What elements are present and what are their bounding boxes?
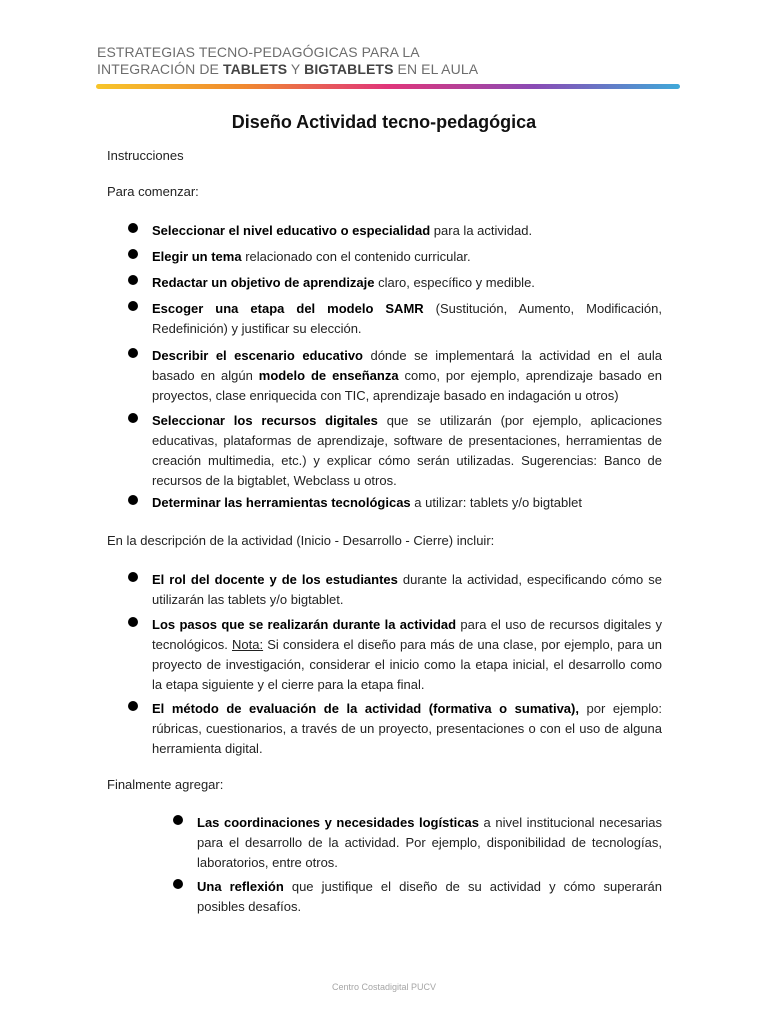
- item-bold: Las coordinaciones y necesidades logísticas: [197, 815, 479, 830]
- note-label: Nota:: [232, 637, 264, 652]
- list-item: [152, 346, 662, 406]
- item-bold: Escoger una etapa del modelo SAMR: [152, 301, 424, 316]
- bullet-icon: [128, 348, 138, 358]
- item-text: por ejemplo: rúbricas, cuestionarios, a través de un proyecto, presentaciones o con el uso de alguna herramienta digital.: [152, 701, 662, 756]
- item-bold: Una reflexión: [197, 879, 284, 894]
- item-bold: Elegir un tema: [152, 249, 242, 264]
- item-bold: Seleccionar los recursos digitales: [152, 413, 378, 428]
- bullet-icon: [128, 701, 138, 711]
- list-item: [152, 221, 662, 241]
- bullet-icon: [128, 275, 138, 285]
- item-text: que justifique el diseño de su actividad y cómo superarán posibles desafíos.: [197, 879, 662, 914]
- item-text: para el uso de recursos digitales y tecnológicos.: [152, 617, 662, 652]
- list-item: [152, 247, 662, 267]
- item-bold: Determinar las herramientas tecnológicas: [152, 495, 411, 510]
- start-label: Para comenzar:: [107, 184, 199, 199]
- item-text: a utilizar: tablets y/o bigtablet: [410, 495, 582, 510]
- header-bold-bigtablets: BIGTABLETS: [304, 61, 394, 77]
- list-item: [152, 411, 662, 491]
- item-text: a nivel institucional necesarias para el desarrollo de la actividad. Por ejemplo, disponibilidad de tecnologías, laboratorios, entre otros.: [197, 815, 662, 870]
- header-text: Y: [287, 61, 305, 77]
- header-line-2: [97, 61, 687, 78]
- item-bold: Seleccionar el nivel educativo o especialidad: [152, 223, 431, 238]
- list-item: [152, 273, 662, 293]
- item-text: que se utilizarán (por ejemplo, aplicaciones educativas, plataformas de aprendizaje, software de presentaciones, herramientas de creación multimedia, etc.) y explicar cómo serán utilizadas. Sugerencias: Banco de recursos de la bigtablet, Webclass u otros.: [152, 413, 662, 488]
- item-text: durante la actividad, especificando cómo se utilizarán las tablets y/o bigtablet.: [152, 572, 662, 607]
- page-title: Diseño Actividad tecno-pedagógica: [231, 112, 537, 132]
- item-text: dónde se implementará la actividad en el aula basado en algún: [152, 348, 662, 383]
- item-bold: El método de evaluación de la actividad (formativa o sumativa),: [152, 701, 579, 716]
- list-item: [152, 615, 662, 695]
- header-line-1: ESTRATEGIAS TECNO-PEDAGÓGICAS PARA LA: [97, 44, 420, 60]
- brand-gradient-bar: [96, 84, 680, 89]
- item-text: como, por ejemplo, aprendizaje basado en proyectos, clase enriquecida con TIC, aprendizaje basado en indagación u otros): [152, 368, 662, 403]
- list-item: [152, 570, 662, 610]
- item-text: para la actividad.: [430, 223, 533, 238]
- bullet-icon: [128, 495, 138, 505]
- bullet-icon: [128, 223, 138, 233]
- final-label: Finalmente agregar:: [107, 777, 224, 792]
- page-footer: Centro Costadigital PUCV: [331, 982, 437, 992]
- item-bold: modelo de enseñanza: [258, 368, 399, 383]
- bullet-icon: [128, 413, 138, 423]
- description-label: En la descripción de la actividad (Inicio - Desarrollo - Cierre) incluir:: [107, 533, 495, 548]
- item-bold: Redactar un objetivo de aprendizaje: [152, 275, 375, 290]
- item-text: claro, específico y medible.: [374, 275, 535, 290]
- header-bold-tablets: TABLETS: [222, 61, 288, 77]
- item-bold: Describir el escenario educativo: [152, 348, 363, 363]
- bullet-icon: [128, 572, 138, 582]
- bullet-icon: [128, 617, 138, 627]
- instructions-label: Instrucciones: [107, 148, 184, 163]
- item-bold: El rol del docente y de los estudiantes: [152, 572, 398, 587]
- item-bold: Los pasos que se realizarán durante la actividad: [152, 617, 457, 632]
- item-text: (Sustitución, Aumento, Modificación, Redefinición) y justificar su elección.: [152, 301, 662, 336]
- item-text: relacionado con el contenido curricular.: [241, 249, 471, 264]
- document-header: [97, 44, 687, 78]
- list-item: [152, 299, 662, 339]
- list-item: [197, 813, 662, 873]
- list-item: [152, 493, 662, 513]
- bullet-icon: [173, 879, 183, 889]
- header-text: INTEGRACIÓN DE: [97, 61, 223, 77]
- bullet-icon: [173, 815, 183, 825]
- list-item: [152, 699, 662, 759]
- header-text: EN EL AULA: [393, 61, 479, 77]
- bullet-icon: [128, 249, 138, 259]
- bullet-icon: [128, 301, 138, 311]
- list-item: [197, 877, 662, 917]
- item-text: Si considera el diseño para más de una clase, por ejemplo, para un proyecto de investigación, considerar el inicio como la etapa inicial, el desarrollo como la etapa siguiente y el cierre para la etapa final.: [152, 637, 662, 692]
